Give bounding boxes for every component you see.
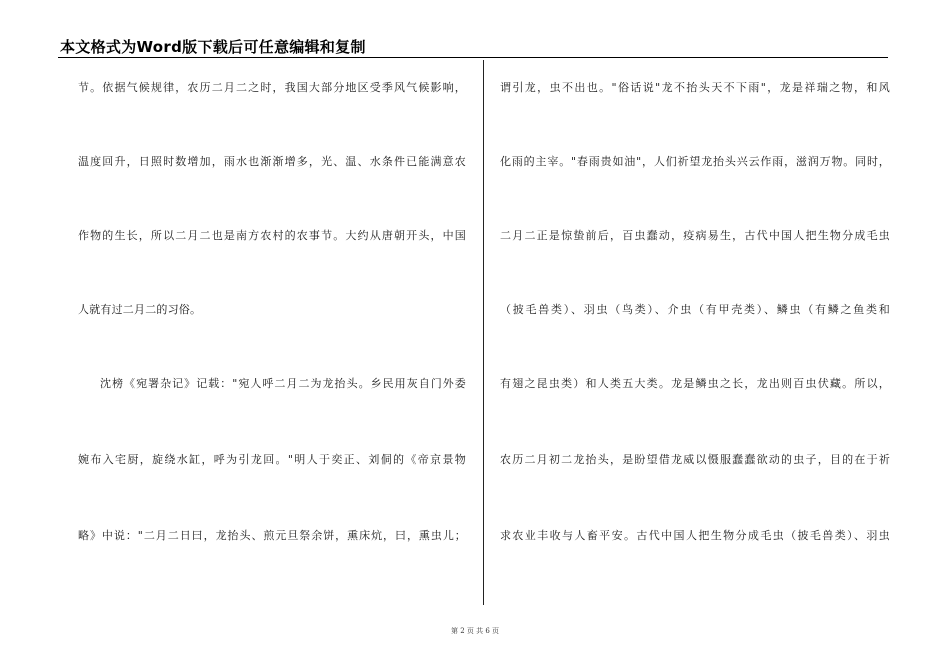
text-line: 谓引龙，虫不出也。"俗话说"龙不抬头天不下雨"，龙是祥瑞之物，和风 — [500, 81, 890, 94]
text-line: 有翅之昆虫类）和人类五大类。龙是鳞虫之长，龙出则百虫伏藏。所以， — [500, 377, 890, 390]
page-number-footer: 第 2 页 共 6 页 — [450, 627, 500, 635]
text-line: 二月二正是惊蛰前后，百虫蠢动，疫病易生，古代中国人把生物分成毛虫 — [500, 229, 890, 242]
text-line: 人就有过二月二的习俗。 — [78, 303, 202, 316]
right-column — [500, 74, 890, 604]
text-line: 农历二月初二龙抬头，是盼望借龙威以慑服蠢蠢欲动的虫子，目的在于祈 — [500, 453, 890, 466]
text-line: 沈榜《宛署杂记》记载："宛人呼二月二为龙抬头。乡民用灰自门外委 — [100, 377, 466, 390]
text-line: （披毛兽类）、羽虫（鸟类）、介虫（有甲壳类）、鳞虫（有鳞之鱼类和 — [500, 303, 890, 316]
text-line: 化雨的主宰。"春雨贵如油"，人们祈望龙抬头兴云作雨，滋润万物。同时， — [500, 155, 890, 168]
page-header-title: 本文格式为Word版下载后可任意编辑和复制 — [60, 38, 366, 56]
header-rule — [58, 57, 888, 58]
text-line: 温度回升，日照时数增加，雨水也渐渐增多，光、温、水条件已能满意农 — [78, 155, 466, 168]
text-line: 婉布入宅厨，旋绕水缸，呼为引龙回。"明人于奕正、刘侗的《帝京景物 — [78, 453, 466, 466]
left-column — [78, 74, 466, 604]
text-line: 略》中说："二月二日曰，龙抬头、煎元旦祭余饼，熏床炕，曰，熏虫儿； — [78, 529, 466, 542]
text-line: 节。依据气候规律，农历二月二之时，我国大部分地区受季风气候影响， — [78, 81, 466, 94]
text-line: 作物的生长，所以二月二也是南方农村的农事节。大约从唐朝开头，中国 — [78, 229, 466, 242]
text-line: 求农业丰收与人畜平安。古代中国人把生物分成毛虫（披毛兽类）、羽虫 — [500, 529, 890, 542]
column-divider — [483, 60, 484, 605]
